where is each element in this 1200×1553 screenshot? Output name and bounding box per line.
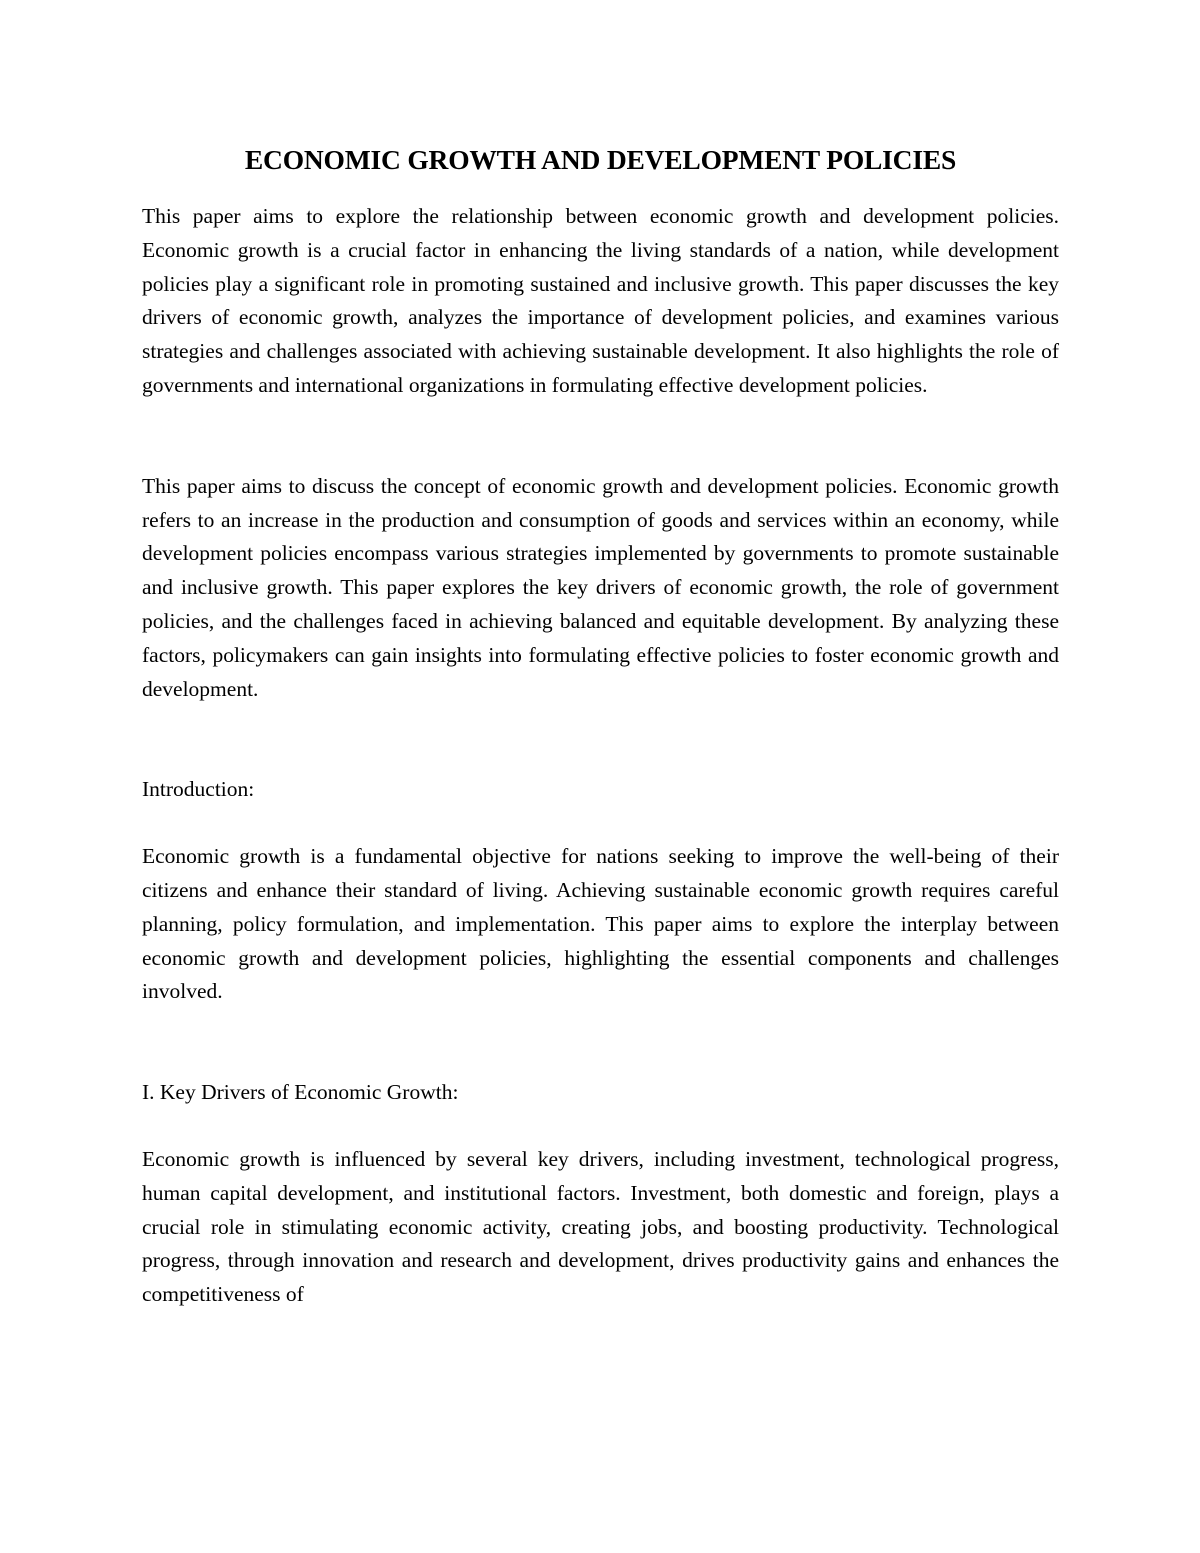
introduction-paragraph: Economic growth is a fundamental objective for nations seeking to improve the well-being of their citizens and enhance their standard of living. Achieving sustainable economic growth requires careful planning, policy formulation, and implementation. This paper aims to explore the interplay between economic growth and development policies, highlighting the essential components and challenges involved.	[142, 844, 1059, 1004]
abstract-paragraph-1: This paper aims to explore the relationship between economic growth and development policies. Economic growth is a crucial factor in enhancing the living standards of a nation, while development policies play a significant role in promoting sustained and inclusive growth. This paper discusses the key drivers of economic growth, analyzes the importance of development policies, and examines various strategies and challenges associated with achieving sustainable development. It also highlights the role of governments and international organizations in formulating effective development policies.	[142, 204, 1059, 397]
abstract-paragraph-2: This paper aims to discuss the concept of economic growth and development policies. Economic growth refers to an increase in the production and consumption of goods and services within an economy, while development policies encompass various strategies implemented by governments to promote sustainable and inclusive growth. This paper explores the key drivers of economic growth, the role of government policies, and the challenges faced in achieving balanced and equitable development. By analyzing these factors, policymakers can gain insights into formulating effective policies to foster economic growth and development.	[142, 473, 1059, 701]
spacer	[142, 807, 1059, 840]
document-title: ECONOMIC GROWTH AND DEVELOPMENT POLICIES	[244, 144, 957, 175]
section-1-paragraph: Economic growth is influenced by several key drivers, including investment, technological progress, human capital development, and institutional factors. Investment, both domestic and foreign, plays a crucial role in stimulating economic activity, creating jobs, and boosting productivity. Technological progress, through innovation and research and development, drives productivity gains and enhances the competitiveness of	[142, 1146, 1059, 1307]
section-1-heading: I. Key Drivers of Economic Growth:	[142, 1080, 459, 1105]
spacer	[142, 403, 1059, 470]
introduction-heading: Introduction:	[142, 777, 255, 802]
spacer	[142, 706, 1059, 773]
spacer	[142, 1110, 1059, 1143]
document-page	[142, 136, 1059, 1312]
spacer	[142, 1009, 1059, 1076]
